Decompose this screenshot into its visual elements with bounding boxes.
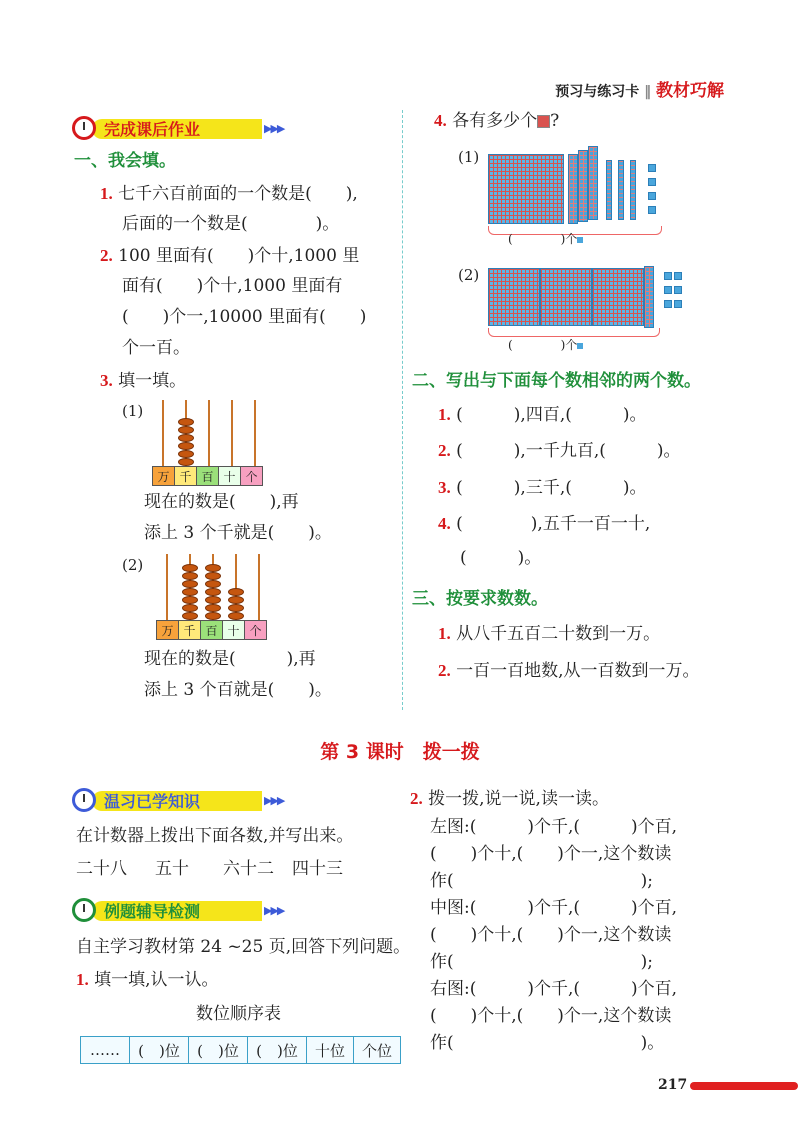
part1-title: 一、我会填。 [74, 151, 176, 171]
clock-icon [72, 788, 96, 812]
abacus-2 [156, 552, 280, 642]
q2-line1: 2. 100 里面有( )个十,1000 里 [100, 246, 360, 266]
q4-p1-label: (1) [458, 148, 480, 166]
table-cell: 十位 [307, 1037, 354, 1064]
abacus-1-labels: 万 千 百 十 个 [152, 466, 263, 486]
q4-p2-label: (2) [458, 266, 480, 284]
review-line1: 在计数器上拨出下面各数,并写出来。 [76, 826, 354, 846]
header [555, 76, 724, 101]
q2b-line: 右图:( )个千,( )个百, [430, 979, 678, 999]
header-right: 教材巧解 [656, 81, 724, 101]
part3-item2: 2. 一百一百地数,从一百数到一万。 [438, 661, 700, 681]
q2-line2: 面有( )个十,1000 里面有 [122, 276, 343, 296]
arrows-icon: ▶▶▶ [264, 794, 284, 807]
q3-p1-line1: 现在的数是( ),再 [144, 492, 299, 512]
part2-item4: 4. ( ),五千一百一十, [438, 514, 651, 534]
part2-item1: 1. ( ),四百,( )。 [438, 405, 647, 425]
q2b-line: 中图:( )个千,( )个百, [430, 898, 678, 918]
header-left: 预习与练习卡 [555, 84, 640, 100]
part2-item3: 3. ( ),三千,( )。 [438, 478, 647, 498]
q3-p2-line2: 添上 3 个百就是( )。 [144, 680, 332, 700]
q2b-line: 左图:( )个千,( )个百, [430, 817, 678, 837]
page-number: 217 [658, 1077, 688, 1093]
q4-title: 4. 各有多少个 ? [434, 111, 560, 131]
table-cell: ( )位 [130, 1037, 189, 1064]
cube-icon [537, 115, 550, 128]
column-divider [402, 110, 403, 710]
q2b-line: ( )个十,( )个一,这个数读 [430, 1006, 672, 1026]
abacus-2-labels: 万 千 百 十 个 [156, 620, 267, 640]
q3-p1-label: (1) [122, 402, 144, 420]
table-title: 数位顺序表 [196, 1004, 281, 1024]
header-divider: ‖ [644, 84, 652, 100]
table-cell: ( )位 [248, 1037, 307, 1064]
part2-item2: 2. ( ),一千九百,( )。 [438, 441, 681, 461]
arrows-icon: ▶▶▶ [264, 122, 284, 135]
q2-line3: ( )个一,10000 里面有( ) [122, 307, 367, 327]
table-cell: ( )位 [189, 1037, 248, 1064]
q2b-title: 2. 拨一拨,说一说,读一读。 [410, 789, 609, 809]
lesson-title: 第 3 课时 拨一拨 [320, 741, 480, 763]
banner-homework: 完成课后作业 ▶▶▶ [72, 116, 282, 142]
clock-icon [72, 898, 96, 922]
cube-icon [577, 237, 583, 243]
q2b-line: 作( )。 [430, 1033, 665, 1053]
q2b-line: ( )个十,( )个一,这个数读 [430, 844, 672, 864]
table-cell: 个位 [354, 1037, 401, 1064]
arrows-icon: ▶▶▶ [264, 904, 284, 917]
q1-line2: 后面的一个数是( )。 [122, 214, 340, 234]
page-bar [690, 1082, 798, 1090]
q4-p1-answer: ( )个 [508, 228, 583, 250]
banner-example: 例题辅导检测 ▶▶▶ [72, 898, 282, 924]
abacus-1 [152, 398, 276, 488]
q4-p2-answer: ( )个 [508, 334, 583, 356]
part2-title: 二、写出与下面每个数相邻的两个数。 [412, 371, 701, 391]
example-q1: 1. 填一填,认一认。 [76, 970, 219, 990]
place-value-table [80, 1036, 401, 1064]
part3-title: 三、按要求数数。 [412, 589, 548, 609]
banner-review: 温习已学知识 ▶▶▶ [72, 788, 282, 814]
q2b-line: 作( ); [430, 952, 653, 972]
q3-p1-line2: 添上 3 个千就是( )。 [144, 523, 332, 543]
cube-icon [577, 343, 583, 349]
q3-p2-label: (2) [122, 556, 144, 574]
part3-item1: 1. 从八千五百二十数到一万。 [438, 624, 661, 644]
q3-p2-line1: 现在的数是( ),再 [144, 649, 316, 669]
q3-title: 3. 填一填。 [100, 371, 187, 391]
table-cell: …… [81, 1037, 130, 1064]
example-intro: 自主学习教材第 24 ~25 页,回答下列问题。 [76, 937, 411, 957]
q2b-line: ( )个十,( )个一,这个数读 [430, 925, 672, 945]
q2-line4: 个一百。 [122, 338, 190, 358]
q1-line1: 1. 七千六百前面的一个数是( ), [100, 184, 358, 204]
q2b-line: 作( ); [430, 871, 653, 891]
part2-item4-line2: ( )。 [460, 548, 542, 568]
review-numbers: 二十八 五十 六十二 四十三 [76, 859, 343, 879]
clock-icon [72, 116, 96, 140]
